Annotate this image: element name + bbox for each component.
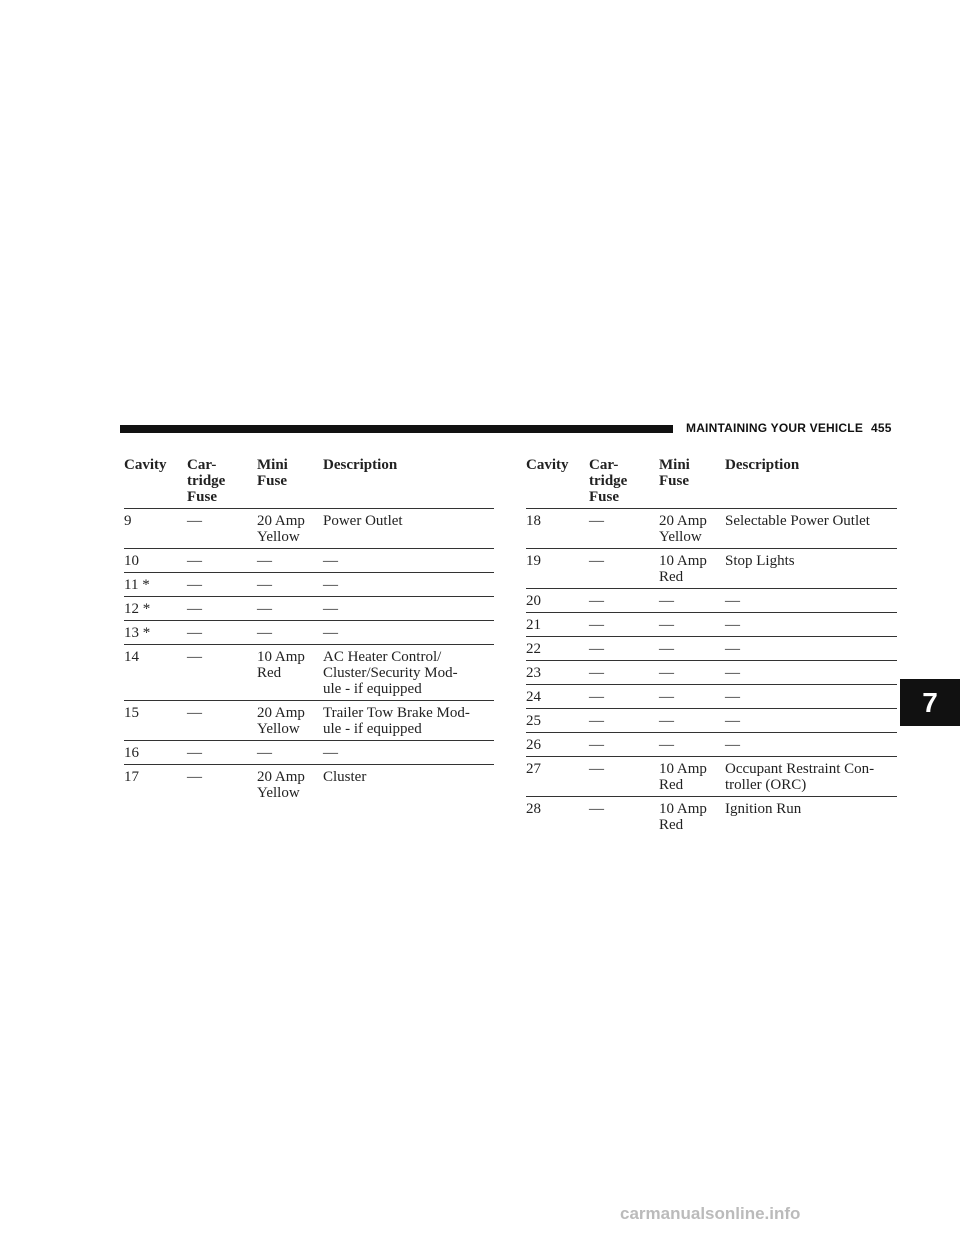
watermark: carmanualsonline.info — [620, 1204, 801, 1223]
cell-description: Power Outlet — [323, 513, 403, 529]
header-cartridge-fuse: Car- tridge Fuse — [187, 457, 226, 505]
cell-cavity: 9 — [124, 513, 132, 529]
cell-mini-fuse: 20 Amp Yellow — [257, 769, 305, 801]
cell-cartridge-fuse: — — [187, 769, 202, 785]
cell-cavity: 24 — [526, 689, 541, 705]
header-cavity: Cavity — [526, 457, 569, 473]
cell-mini-fuse: 10 Amp Red — [659, 761, 707, 793]
cell-description: Trailer Tow Brake Mod- ule - if equipped — [323, 705, 470, 737]
header-rule — [120, 425, 673, 433]
cell-mini-fuse: — — [659, 689, 674, 705]
table-row — [526, 509, 897, 549]
table-row — [124, 765, 494, 804]
cell-description: Stop Lights — [725, 553, 795, 569]
cell-cartridge-fuse: — — [589, 513, 604, 529]
cell-mini-fuse: — — [257, 745, 272, 761]
table-row — [124, 509, 494, 549]
table-row — [124, 573, 494, 597]
cell-cartridge-fuse: — — [187, 513, 202, 529]
table-row — [526, 549, 897, 589]
cell-mini-fuse: — — [257, 553, 272, 569]
fuse-table-right — [526, 457, 897, 836]
header-mini-fuse: Mini Fuse — [257, 457, 288, 489]
cell-cavity: 22 — [526, 641, 541, 657]
table-row — [526, 637, 897, 661]
cell-cartridge-fuse: — — [589, 761, 604, 777]
cell-cavity: 13 * — [124, 625, 151, 641]
cell-cartridge-fuse: — — [589, 665, 604, 681]
cell-mini-fuse: — — [659, 713, 674, 729]
cell-cartridge-fuse: — — [187, 649, 202, 665]
table-header — [124, 457, 494, 509]
table-row — [526, 733, 897, 757]
cell-mini-fuse: — — [659, 593, 674, 609]
cell-cartridge-fuse: — — [187, 577, 202, 593]
table-row — [526, 661, 897, 685]
cell-description: — — [725, 593, 740, 609]
cell-cavity: 23 — [526, 665, 541, 681]
header-mini-fuse: Mini Fuse — [659, 457, 690, 489]
cell-cavity: 20 — [526, 593, 541, 609]
cell-description: Cluster — [323, 769, 367, 785]
cell-cartridge-fuse: — — [589, 593, 604, 609]
cell-cavity: 14 — [124, 649, 139, 665]
cell-mini-fuse: 20 Amp Yellow — [257, 705, 305, 737]
table-row — [124, 597, 494, 621]
cell-cartridge-fuse: — — [187, 601, 202, 617]
cell-cartridge-fuse: — — [589, 617, 604, 633]
cell-description: — — [725, 617, 740, 633]
table-row — [124, 621, 494, 645]
cell-cavity: 25 — [526, 713, 541, 729]
header-description: Description — [323, 457, 398, 473]
table-row — [526, 685, 897, 709]
table-header — [526, 457, 897, 509]
cell-mini-fuse: 20 Amp Yellow — [257, 513, 305, 545]
cell-description: Selectable Power Outlet — [725, 513, 870, 529]
table-row — [526, 757, 897, 797]
cell-description: — — [725, 689, 740, 705]
cell-description: — — [323, 553, 338, 569]
cell-cartridge-fuse: — — [187, 625, 202, 641]
table-row — [526, 709, 897, 733]
cell-cartridge-fuse: — — [187, 553, 202, 569]
cell-mini-fuse: — — [257, 625, 272, 641]
header-cavity: Cavity — [124, 457, 167, 473]
cell-cartridge-fuse: — — [589, 553, 604, 569]
cell-mini-fuse: — — [257, 577, 272, 593]
table-row — [526, 797, 897, 836]
cell-mini-fuse: 10 Amp Red — [659, 553, 707, 585]
cell-mini-fuse: — — [257, 601, 272, 617]
cell-mini-fuse: — — [659, 665, 674, 681]
cell-description: Occupant Restraint Con- troller (ORC) — [725, 761, 875, 793]
header-description: Description — [725, 457, 800, 473]
cell-cartridge-fuse: — — [589, 713, 604, 729]
cell-description: — — [323, 577, 338, 593]
cell-description: Ignition Run — [725, 801, 802, 817]
cell-description: — — [725, 713, 740, 729]
cell-cavity: 27 — [526, 761, 541, 777]
table-row — [526, 589, 897, 613]
page-number: 455 — [871, 421, 892, 435]
cell-mini-fuse: 10 Amp Red — [659, 801, 707, 833]
cell-description: — — [323, 625, 338, 641]
cell-cavity: 10 — [124, 553, 139, 569]
cell-cavity: 12 * — [124, 601, 151, 617]
table-row — [124, 741, 494, 765]
cell-mini-fuse: — — [659, 641, 674, 657]
cell-cavity: 21 — [526, 617, 541, 633]
cell-cavity: 16 — [124, 745, 139, 761]
cell-cartridge-fuse: — — [589, 641, 604, 657]
running-header — [686, 421, 892, 435]
table-row — [526, 613, 897, 637]
cell-cavity: 15 — [124, 705, 139, 721]
section-title: MAINTAINING YOUR VEHICLE — [686, 421, 864, 435]
table-row — [124, 549, 494, 573]
cell-cartridge-fuse: — — [187, 745, 202, 761]
fuse-table-left — [124, 457, 494, 804]
cell-cartridge-fuse: — — [589, 689, 604, 705]
cell-description: — — [725, 665, 740, 681]
cell-cavity: 17 — [124, 769, 139, 785]
cell-cartridge-fuse: — — [187, 705, 202, 721]
cell-cavity: 26 — [526, 737, 541, 753]
cell-description: — — [323, 601, 338, 617]
cell-cavity: 28 — [526, 801, 541, 817]
cell-cavity: 11 * — [124, 577, 150, 593]
cell-mini-fuse: — — [659, 617, 674, 633]
chapter-tab: 7 — [900, 679, 960, 726]
table-row — [124, 701, 494, 741]
cell-description: — — [323, 745, 338, 761]
cell-cartridge-fuse: — — [589, 737, 604, 753]
cell-description: AC Heater Control/ Cluster/Security Mod- ule - if equipped — [323, 649, 458, 697]
cell-mini-fuse: — — [659, 737, 674, 753]
header-cartridge-fuse: Car- tridge Fuse — [589, 457, 628, 505]
cell-mini-fuse: 10 Amp Red — [257, 649, 305, 681]
cell-description: — — [725, 737, 740, 753]
cell-cavity: 19 — [526, 553, 541, 569]
cell-mini-fuse: 20 Amp Yellow — [659, 513, 707, 545]
cell-cavity: 18 — [526, 513, 541, 529]
cell-description: — — [725, 641, 740, 657]
table-row — [124, 645, 494, 701]
cell-cartridge-fuse: — — [589, 801, 604, 817]
